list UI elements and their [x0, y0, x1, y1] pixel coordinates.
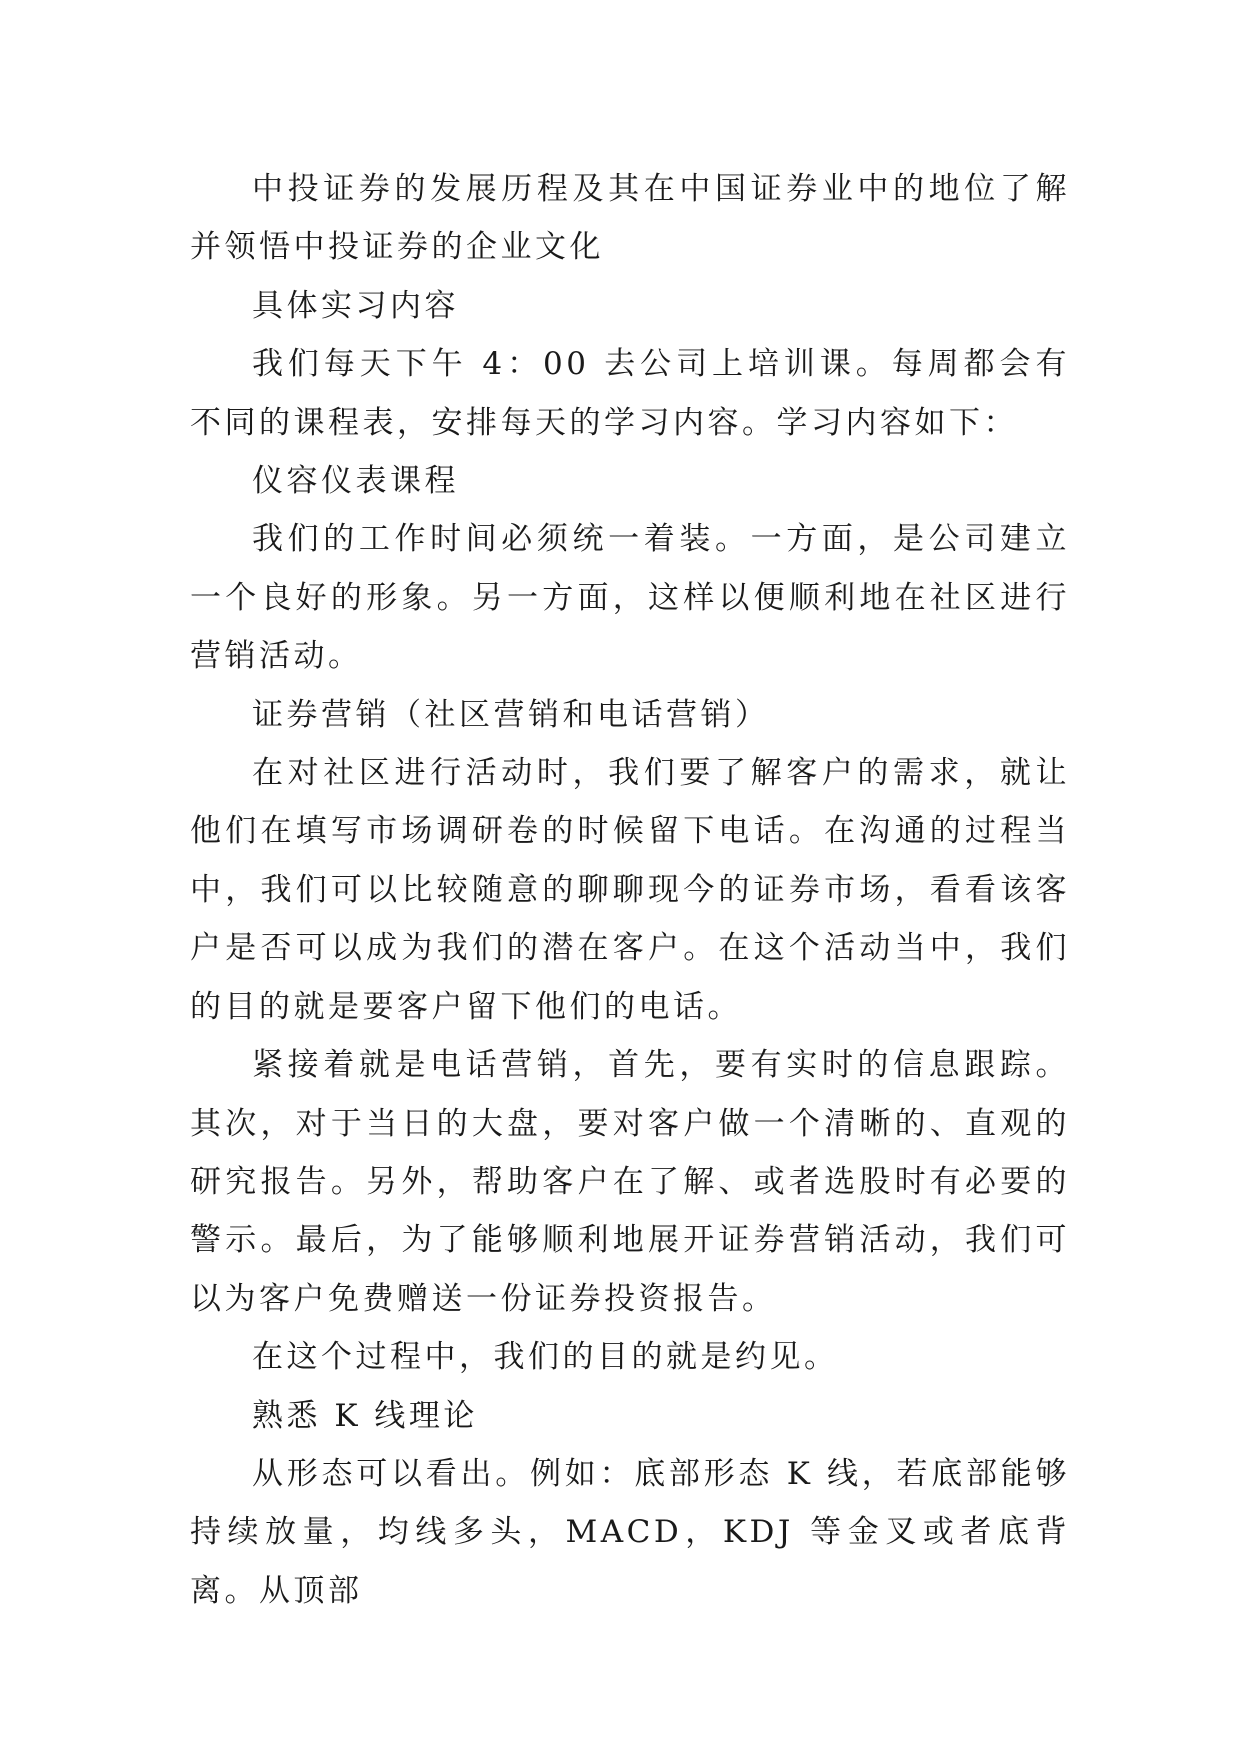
- paragraph-phone-marketing: 紧接着就是电话营销，首先，要有实时的信息跟踪。其次，对于当日的大盘，要对客户做一个清晰的、直观的研究报告。另外，帮助客户在了解、或者选股时有必要的警示。最后，为了能够顺利地展开证券营销活动，我们可以为客户免费赠送一份证券投资报告。: [190, 1047, 1070, 1317]
- paragraph-community-marketing: 在对社区进行活动时，我们要了解客户的需求，就让他们在填写市场调研卷的时候留下电话。在沟通的过程当中，我们可以比较随意的聊聊现今的证券市场，看看该客户是否可以成为我们的潜在客户。在这个活动当中，我们的目的就是要客户留下他们的电话。: [190, 755, 1070, 1025]
- heading-k-line-theory: 熟悉 K 线理论: [252, 1397, 478, 1434]
- paragraph-uniform: 我们的工作时间必须统一着装。一方面，是公司建立一个良好的形象。另一方面，这样以便顺利地在社区进行营销活动。: [190, 521, 1070, 675]
- paragraph-training-schedule: 我们每天下午 4：00 去公司上培训课。每周都会有不同的课程表，安排每天的学习内容。学习内容如下：: [190, 346, 1070, 441]
- paragraph-k-line-patterns: 从形态可以看出。例如：底部形态 K 线，若底部能够持续放量，均线多头，MACD，KDJ 等金叉或者底背离。从顶部: [190, 1455, 1070, 1609]
- heading-appearance-course: 仪容仪表课程: [252, 463, 459, 500]
- heading-securities-marketing: 证券营销（社区营销和电话营销）: [252, 696, 770, 733]
- paragraph-company-history: 中投证券的发展历程及其在中国证券业中的地位了解并领悟中投证券的企业文化: [190, 171, 1070, 266]
- document-body: [190, 160, 1070, 1620]
- heading-internship-content: 具体实习内容: [252, 287, 459, 324]
- paragraph-goal-appointment: 在这个过程中，我们的目的就是约见。: [252, 1339, 839, 1376]
